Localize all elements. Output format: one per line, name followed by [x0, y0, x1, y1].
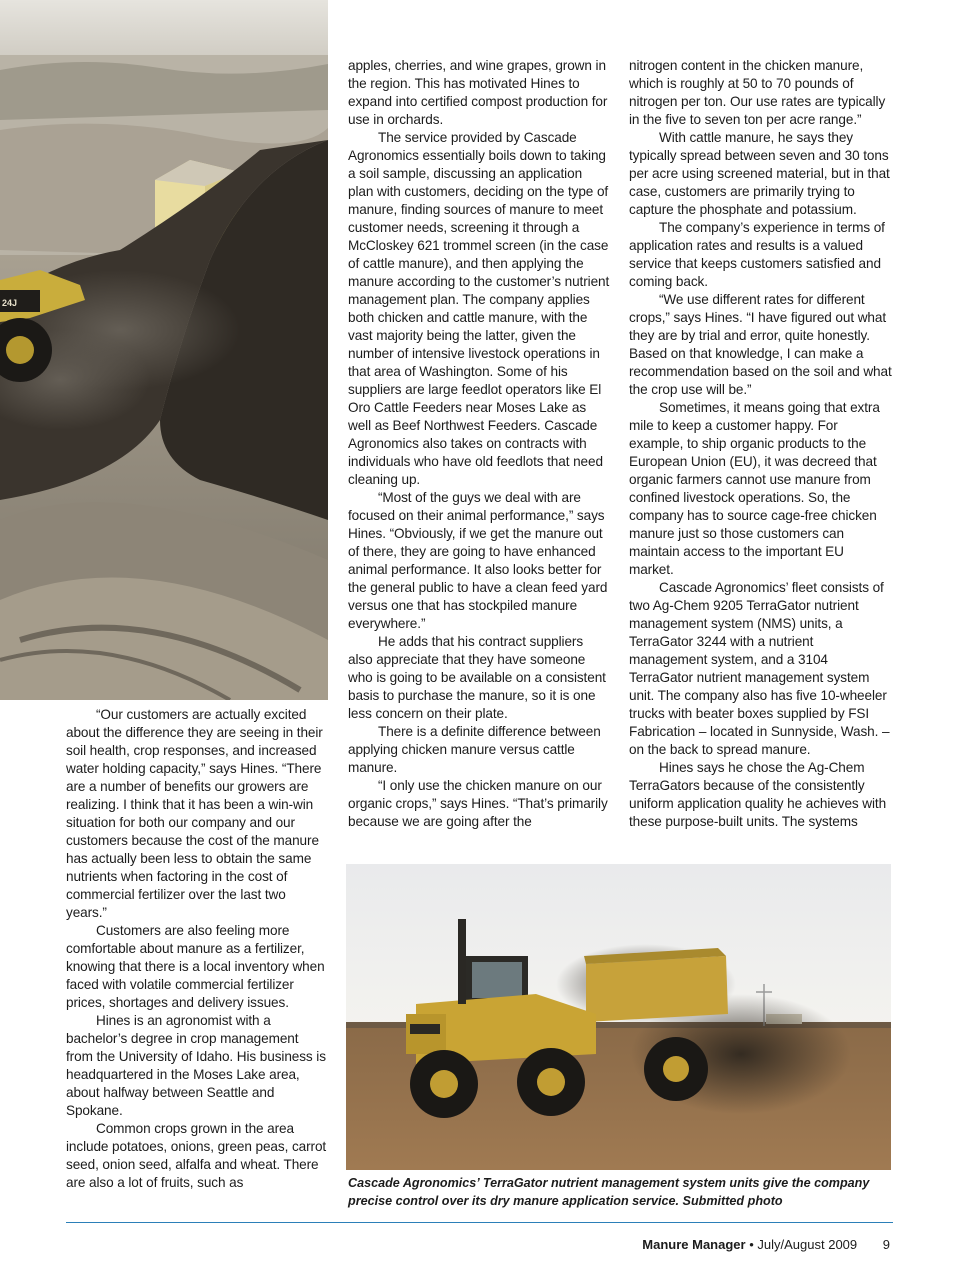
photo-terragator-spreader [346, 864, 891, 1170]
right-column [629, 57, 892, 831]
paragraph: nitrogen content in the chicken manure, which is roughly at 50 to 70 pounds of nitrogen per ton. Our use rates are typically in the five to seven ton per acre range.” [629, 58, 886, 127]
paragraph: Hines is an agronomist with a bachelor’s degree in crop management from the University of Idaho. His business is headquartered in the Moses Lake area, about halfway between Seattle and Spokane. [66, 1013, 326, 1118]
footer-rule [66, 1222, 893, 1223]
footer-separator: • [749, 1237, 754, 1252]
paragraph: The company’s experience in terms of application rates and results is a valued service that keeps customers satisfied and coming back. [629, 220, 885, 289]
publication-name: Manure Manager [642, 1237, 746, 1252]
photo-loader-turning-compost [0, 0, 328, 700]
paragraph: With cattle manure, he says they typically spread between seven and 30 tons per acre using screened material, but in that case, customers are primarily trying to capture the phosphate and potassium. [629, 130, 890, 217]
paragraph: “Our customers are actually excited about the difference they are seeing in their soil health, crop responses, and increased water holding capacity,” says Hines. “There are a number of benefits our growers are realizing. I think that it has been a win-win situation for both our company and our customers because the cost of the manure has actually been less to obtain the same nutrients when factoring in the cost of commercial fertilizer over the last two years.” [66, 707, 323, 920]
issue-date: July/August 2009 [757, 1237, 858, 1252]
paragraph: “Most of the guys we deal with are focused on their animal performance,” says Hines. “Obviously, if we get the manure out of there, they are going to have enhanced animal performance. It also looks better for the general public to have a clean feed yard versus one that has stockpiled manure everywhere.” [348, 490, 608, 631]
paragraph: Sometimes, it means going that extra mile to keep a customer happy. For example, to ship organic products to the European Union (EU), it was decreed that organic farmers cannot use manure from confined livestock operations. So, the company has to source cage-free chicken manure just so those customers can maintain access to the important EU market. [629, 400, 880, 577]
loader-number: 24J [2, 298, 18, 308]
paragraph: Customers are also feeling more comfortable about manure as a fertilizer, knowing that there is a local inventory when faced with volatile commercial fertilizer prices, shortages and delivery issues. [66, 923, 325, 1010]
left-column [66, 706, 328, 1192]
photo-caption: Cascade Agronomics’ TerraGator nutrient management system units give the company precise control over its dry manure application service. Submitted photo [348, 1176, 870, 1208]
paragraph: The service provided by Cascade Agronomics essentially boils down to taking a soil sample, discussing an application plan with customers, deciding on the type of manure, finding sources of manure to meet customer needs, screening it through a McCloskey 621 trommel screen (in the case of cattle manure), and then applying the manure according to the customer’s nutrient management plan. The company applies both chicken and cattle manure, with the vast majority being the latter, given the number of intensive livestock operations in that area of Washington. Some of his suppliers are large feedlot operators like El Oro Cattle Feeders near Moses Lake as well as Beef Northwest Feeders. Cascade Agronomics also takes on contracts with individuals who have old feedlots that need cleaning up. [348, 130, 610, 487]
paragraph: There is a definite difference between applying chicken manure versus cattle manure. [348, 724, 601, 775]
paragraph: “I only use the chicken manure on our organic crops,” says Hines. “That’s primarily because we are going after the [348, 778, 608, 829]
middle-column [348, 57, 610, 831]
page-footer [642, 1237, 890, 1252]
paragraph: Hines says he chose the Ag-Chem TerraGators because of the consistently uniform application quality he achieves with these purpose-built units. The systems [629, 760, 887, 829]
paragraph: Common crops grown in the area include potatoes, onions, green peas, carrot seed, onion seed, alfalfa and wheat. There are also a lot of fruits, such as [66, 1121, 327, 1190]
paragraph: “We use different rates for different crops,” says Hines. “I have figured out what they are by trial and error, quite honestly. Based on that knowledge, I can make a recommendation based on the soil and what the crop use will be.” [629, 292, 892, 397]
page-number: 9 [882, 1237, 890, 1252]
paragraph: apples, cherries, and wine grapes, grown in the region. This has motivated Hines to expand into certified compost production for use in orchards. [348, 58, 608, 127]
paragraph: Cascade Agronomics’ fleet consists of two Ag-Chem 9205 TerraGator nutrient management system (NMS) units, a TerraGator 3244 with a nutrient management system, and a 3104 TerraGator nutrient management system unit. The company also has five 10-wheeler trucks with beater boxes supplied by FSI Fabrication – located in Sunnyside, Wash. – on the back to spread manure. [629, 580, 890, 757]
paragraph: He adds that his contract suppliers also appreciate that they have someone who is going to be available on a consistent basis to purchase the manure, so it is one less concern on their plate. [348, 634, 606, 721]
